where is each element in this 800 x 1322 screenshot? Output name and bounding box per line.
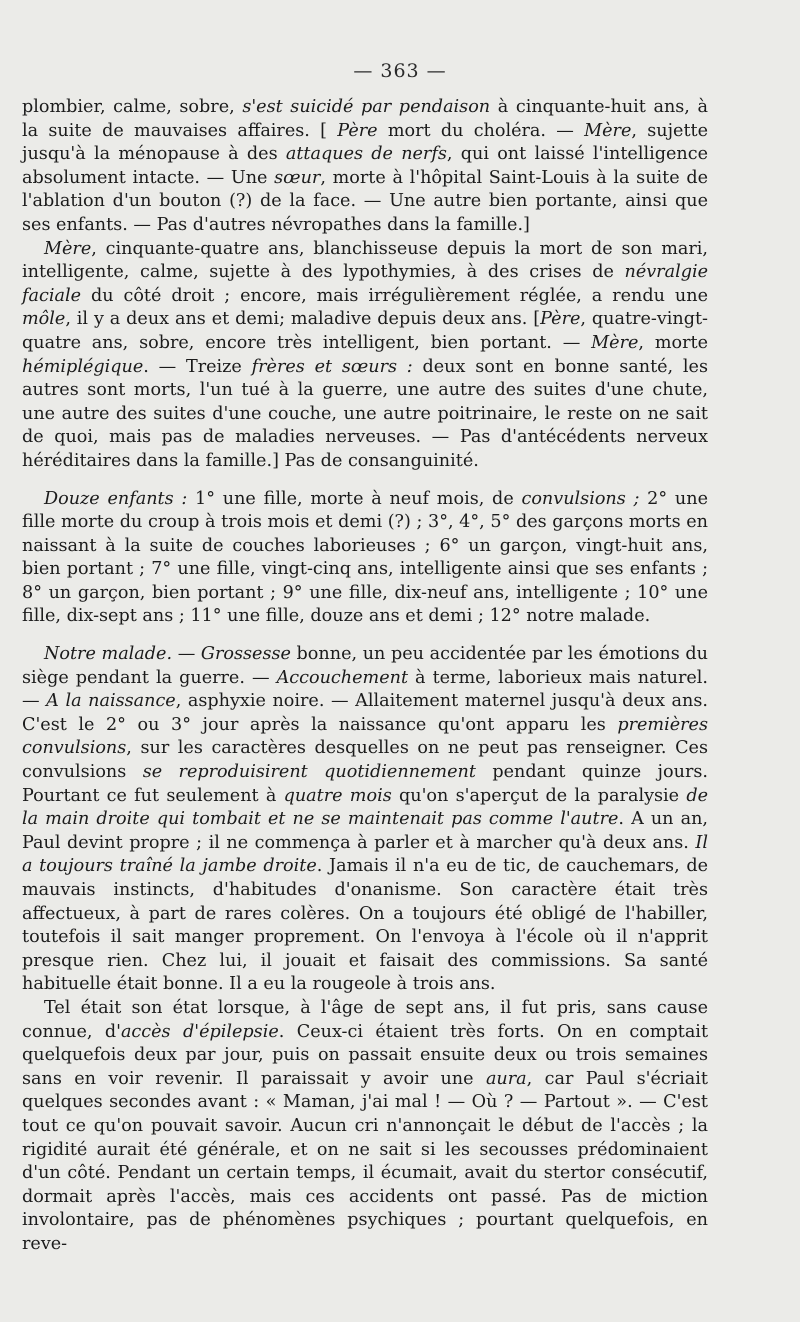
- paragraph-mother: [22, 238, 708, 474]
- text-run: , morte: [638, 332, 708, 353]
- paragraph-children: [22, 488, 708, 630]
- italic-text: Mère: [584, 120, 632, 141]
- text-run: , sujette jusqu'à la ménopause à des: [22, 120, 709, 165]
- text-run: . Jamais il n'a eu de tic, de cauchemars, de mauvais instincts, d'habitudes d'onanisme. Son caractère était très affectueux, à part de rares colères. On a toujours été obligé de l'habiller, toutefois il sait manger proprement. On l'envoya à l'école où il n'apprit presque rien. Chez lui, il jouait et faisait des commissions. Sa santé habituelle était bonne. Il a eu la rougeole à trois ans.: [22, 856, 708, 995]
- text-run: , car Paul s'écriait quelques secondes avant : « Maman, j'ai mal ! — Où ? — Partout ». — C'est tout ce qu'on pouvait savoir. Aucun cri n'annonçait le début de l'accès ; la rigidité aurait été générale, et on ne sait si les secousses prédominaient d'un côté. Pendant un certain temps, il écumait, avait du stertor consécutif, dormait après l'accès, mais ces accidents ont passé. Pas de miction involontaire, pas de phénomènes psychiques ; pourtant quelquefois, en reve-: [22, 1068, 708, 1254]
- text-run: à terme, laborieux mais naturel. —: [22, 667, 709, 712]
- italic-text: de la main droite qui tombait et ne se maintenait pas comme l'autre: [22, 785, 708, 830]
- text-run: , morte à l'hôpital Saint-Louis à la suite de l'ablation d'un bouton (?) de la face. — Une autre bien portante, ainsi que ses enfants. — Pas d'autres névropathes dans la famille.]: [22, 167, 708, 235]
- text-run: pendant quinze jours. Pourtant ce fut seulement à: [22, 762, 708, 806]
- italic-text: névralgie faciale: [22, 262, 708, 306]
- italic-text: quatre mois: [283, 785, 392, 806]
- text-run: du côté droit ; encore, mais irrégulièrement réglée, a rendu une: [81, 285, 708, 306]
- italic-text: A la naissance: [46, 691, 176, 712]
- italic-text: Douze enfants :: [44, 488, 188, 509]
- italic-text: Il a toujours traîné la jambe droite: [22, 832, 708, 877]
- text-run: , il y a deux ans et demi; maladive depuis deux ans. [: [65, 309, 541, 330]
- text-run: qu'on s'aperçut de la paralysie: [391, 785, 687, 806]
- text-run: . — Treize: [143, 356, 252, 377]
- text-run: plombier, calme, sobre,: [22, 97, 243, 117]
- paragraph-patient-history: [22, 643, 708, 997]
- italic-text: môle: [22, 309, 66, 330]
- text-run: , sur les caractères desquelles on ne peut pas renseigner. Ces convulsions: [22, 738, 708, 783]
- italic-text: Père: [540, 309, 581, 330]
- text-run: bonne, un peu accidentée par les émotions du siège pendant la guerre. —: [22, 644, 709, 688]
- paragraph-family-history: [22, 96, 708, 238]
- italic-text: Accouchement: [276, 667, 409, 688]
- italic-text: Père: [337, 120, 378, 141]
- italic-text: frères et sœurs :: [251, 356, 413, 377]
- italic-text: s'est suicidé par pendaison: [242, 97, 491, 117]
- text-run: 1° une fille, morte à neuf mois, de: [187, 488, 522, 509]
- italic-text: attaques de nerfs: [285, 144, 447, 165]
- italic-text: Mère: [44, 238, 92, 259]
- text-run: , asphyxie noire. — Allaitement maternel jusqu'à deux ans. C'est le 2° ou 3° jour après la naissance qu'ont apparu les: [22, 691, 708, 735]
- text-run: . Ceux-ci étaient très forts. On en comptait quelquefois deux par jour, puis on passait ensuite deux ou trois semaines sans en voir revenir. Il paraissait y avoir une: [22, 1021, 709, 1089]
- text-run: mort du choléra. —: [377, 120, 585, 141]
- text-run: 2° une fille morte du croup à trois mois et demi (?) ; 3°, 4°, 5° des garçons morts en naissant à la suite de couches laborieuses ; 6° un garçon, vingt-huit ans, bien portant ; 7° une fille, vingt-cinq ans, intelligente ainsi que ses enfants ; 8° un garçon, bien portant ; 9° une fille, dix-neuf ans, intelligente ; 10° une fille, dix-sept ans ; 11° une fille, douze ans et demi ; 12° notre malade.: [22, 488, 708, 627]
- italic-text: Notre malade.: [44, 644, 173, 665]
- text-run: , quatre-vingt-quatre ans, sobre, encore très intelligent, bien portant. —: [22, 309, 708, 353]
- body-text: [22, 96, 708, 1257]
- italic-text: accès d'épilepsie: [120, 1021, 279, 1042]
- italic-text: aura: [485, 1068, 527, 1089]
- italic-text: sœur: [274, 167, 321, 188]
- italic-text: hémiplégique: [22, 356, 144, 377]
- paragraph-epilepsy-onset: [22, 997, 708, 1257]
- italic-text: Mère: [591, 332, 639, 353]
- text-run: , cinquante-quatre ans, blanchisseuse depuis la mort de son mari, intelligente, calme, sujette à des lypothymies, à des crises de: [22, 238, 708, 283]
- page-number: — 363 —: [353, 60, 447, 82]
- italic-text: Grossesse: [200, 644, 291, 665]
- text-run: deux sont en bonne santé, les autres sont morts, l'un tué à la guerre, une autre des suites d'une chute, une autre des suites d'une couche, une autre poitrinaire, le reste on ne sait de quoi, mais pas de maladies nerveuses. — Pas d'antécédents nerveux héréditaires dans la famille.] Pas de consanguinité.: [22, 356, 708, 471]
- text-run: —: [172, 644, 201, 665]
- italic-text: premières convulsions: [22, 714, 708, 759]
- italic-text: se reproduisirent quotidiennement: [142, 762, 476, 783]
- text-run: Tel était son état lorsque, à l'âge de sept ans, il fut pris, sans cause connue, d': [22, 997, 708, 1042]
- italic-text: convulsions ;: [521, 488, 640, 509]
- text-run: , qui ont laissé l'intelligence absolument intacte. — Une: [22, 144, 708, 188]
- text-run: à cinquante-huit ans, à la suite de mauvaises affaires. [: [22, 97, 708, 141]
- text-run: . A un an, Paul devint propre ; il ne commença à parler et à marcher qu'à deux ans.: [22, 809, 708, 853]
